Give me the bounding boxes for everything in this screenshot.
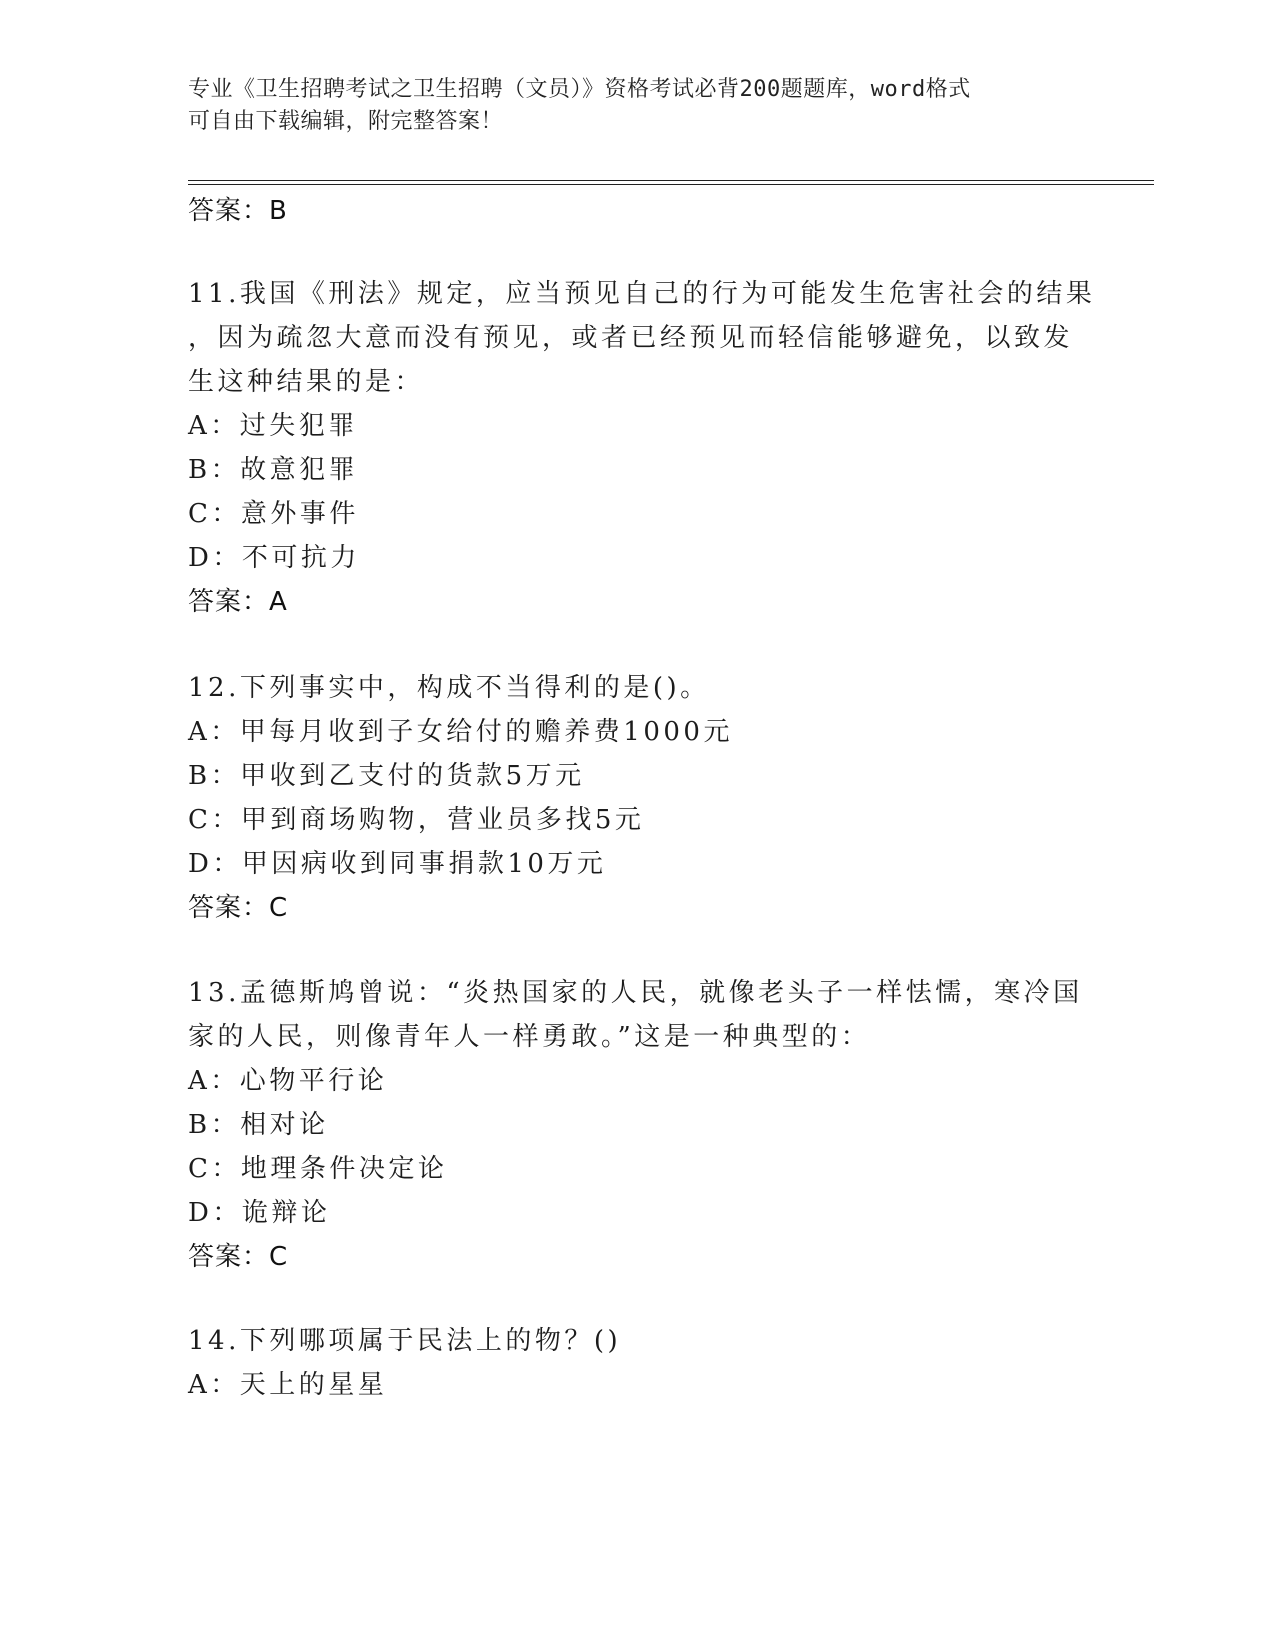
header-divider-bottom <box>188 184 1154 185</box>
question-11-line-1: 11.我国《刑法》规定，应当预见自己的行为可能发生危害社会的结果 <box>188 279 1096 309</box>
document-header <box>188 74 1088 138</box>
question-14-line-1: 14.下列哪项属于民法上的物？() <box>188 1326 622 1356</box>
question-13-option-c: C：地理条件决定论 <box>188 1154 448 1184</box>
question-14-option-a: A：天上的星星 <box>188 1370 388 1400</box>
header-divider-top <box>188 180 1154 181</box>
question-11-line-2: ，因为疏忽大意而没有预见，或者已经预见而轻信能够避免，以致发 <box>188 323 1074 353</box>
question-11-option-c: C：意外事件 <box>188 499 359 529</box>
question-12-answer: 答案：C <box>188 893 289 923</box>
question-11-option-b: B：故意犯罪 <box>188 455 359 485</box>
question-11-line-3: 生这种结果的是： <box>188 367 425 397</box>
question-11-option-d: D：不可抗力 <box>188 543 360 573</box>
question-13-line-1: 13.孟德斯鸠曾说：“炎热国家的人民，就像老头子一样怯懦，寒冷国 <box>188 978 1083 1008</box>
question-12-option-b: B：甲收到乙支付的货款5万元 <box>188 761 585 791</box>
question-13-line-2: 家的人民，则像青年人一样勇敢。”这是一种典型的： <box>188 1022 871 1052</box>
question-12-option-c: C：甲到商场购物，营业员多找5元 <box>188 805 645 835</box>
question-13-option-d: D：诡辩论 <box>188 1198 331 1228</box>
question-12-option-d: D：甲因病收到同事捐款10万元 <box>188 849 607 879</box>
question-13-option-b: B：相对论 <box>188 1110 329 1140</box>
question-12-option-a: A：甲每月收到子女给付的赡养费1000元 <box>188 717 733 747</box>
question-12-line-1: 12.下列事实中，构成不当得利的是()。 <box>188 673 710 703</box>
header-line-2: 可自由下载编辑，附完整答案！ <box>188 109 504 134</box>
header-line-1: 专业《卫生招聘考试之卫生招聘（文员）》资格考试必背200题题库，word格式 <box>188 77 971 102</box>
question-13-answer: 答案：C <box>188 1242 289 1272</box>
question-13-option-a: A：心物平行论 <box>188 1066 388 1096</box>
question-11-option-a: A：过失犯罪 <box>188 411 358 441</box>
previous-answer: 答案：B <box>188 196 288 226</box>
question-11-answer: 答案：A <box>188 587 288 617</box>
